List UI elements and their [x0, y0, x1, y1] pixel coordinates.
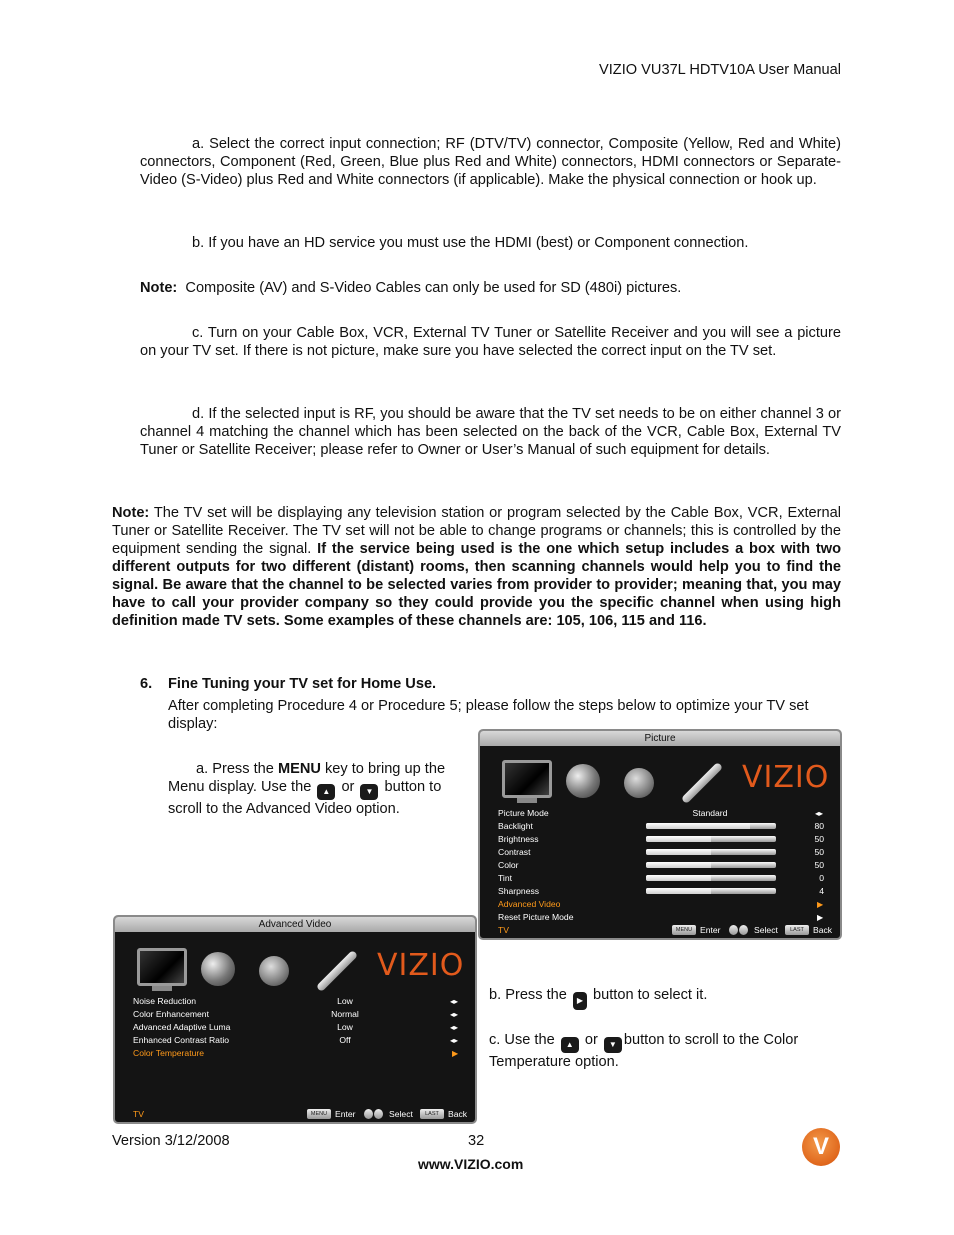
back-label: Back [448, 1109, 468, 1119]
osd-menu-item[interactable] [480, 807, 840, 820]
osd-menu-item[interactable] [115, 1047, 475, 1060]
down-arrow-button-icon: ▼ [360, 784, 378, 800]
vizio-logo: VIZIO [742, 760, 830, 795]
osd-item-number: 4 [819, 886, 824, 896]
osd-menu-item[interactable] [480, 820, 840, 833]
right-arrow-button-icon: ▶ [573, 992, 587, 1010]
osd-item-number: 80 [814, 821, 824, 831]
globe-icon [624, 768, 654, 798]
osd-item-value: Low [337, 1022, 353, 1032]
paragraph-c: c. Turn on your Cable Box, VCR, External TV Tuner or Satellite Receiver and you will see a picture on your TV set. If there is not picture, make sure you have selected the correct input on the TV set. [140, 325, 841, 359]
osd-item-value: Standard [692, 808, 728, 818]
advanced-video-menu-screen [113, 915, 477, 1124]
osd-level-bar[interactable] [646, 849, 776, 855]
vizio-logo: VIZIO [377, 948, 465, 983]
osd-level-bar[interactable] [646, 823, 776, 829]
tv-icon [502, 760, 552, 798]
osd-footer [115, 1106, 475, 1122]
osd-item-value: Low [337, 996, 353, 1006]
source-label: TV [133, 1109, 144, 1119]
osd-item-label: Contrast [498, 847, 531, 857]
picture-menu-screen [478, 729, 842, 940]
tv-stand-icon [517, 798, 537, 803]
tv-stand-icon [152, 986, 172, 991]
up-arrow-button-icon: ▲ [561, 1037, 579, 1053]
osd-menu-item[interactable] [115, 995, 475, 1008]
section-number: 6. [140, 676, 153, 692]
note-bold-text: If the service being used is the one which setup includes a box with two different outputs for two different (distant) rooms, then scanning channels would help you to find the signal. Be aware that the channel to be selected varies from provider to provider; meaning that, you may have to call your provider company so they could provide you the specific channel when using high definition made TV sets. Some examples of these channels are: 105, 106, 115 and 116. [112, 541, 841, 629]
osd-menu-item[interactable] [480, 846, 840, 859]
footer-url[interactable]: www.VIZIO.com [418, 1156, 524, 1172]
osd-menu-item[interactable] [480, 859, 840, 872]
step-a-text: button to scroll to the Advanced Video option. [168, 779, 442, 817]
osd-item-number: 0 [819, 873, 824, 883]
step-c-or: or [584, 1032, 598, 1048]
menu-key-icon: MENU [307, 1109, 331, 1119]
paragraph-d: d. If the selected input is RF, you should be aware that the TV set needs to be on either channel 3 or channel 4 matching the channel which has been selected on the back of the VCR, Cable Box, External TV Tuner or Satellite Receiver; please refer to Owner or User’s Manual of such equipment for details. [140, 406, 841, 458]
left-right-key-icon [729, 925, 738, 935]
osd-item-number: 50 [814, 847, 824, 857]
osd-level-bar[interactable] [646, 888, 776, 894]
osd-item-number: 50 [814, 860, 824, 870]
last-key-icon: LAST [785, 925, 809, 935]
footer-page-number: 32 [468, 1133, 485, 1149]
source-label: TV [498, 925, 509, 935]
osd-item-label: Picture Mode [498, 808, 549, 818]
paragraph-a: a. Select the correct input connection; RF (DTV/TV) connector, Composite (Yellow, Red and White) connectors, Component (Red, Green, Blue plus Red and White) connectors, HDMI connectors or Separate-Video (S-Video) plus Red and White connectors (if applicable). Make the physical connection or hook up. [140, 136, 841, 188]
paragraph-b: b. If you have an HD service you must use the HDMI (best) or Component connection. [192, 235, 749, 251]
osd-item-label: Brightness [498, 834, 539, 844]
step-c-text: c. Use the [489, 1032, 555, 1048]
section-heading: Fine Tuning your TV set for Home Use. [168, 676, 437, 692]
left-right-arrow-icon: ◂▸ [450, 1036, 459, 1045]
note-text: The TV set will be displaying any television station or program selected by the Cable Box, VCR, External Tuner or Satellite Receiver. The TV set will not be able to change programs or channels; this is controlled by the equipment sending the signal. [112, 505, 841, 557]
osd-item-label: Color [498, 860, 519, 870]
osd-menu-item[interactable] [480, 872, 840, 885]
up-arrow-button-icon: ▲ [317, 784, 335, 800]
note-text: Composite (AV) and S-Video Cables can only be used for SD (480i) pictures. [185, 280, 682, 296]
step-c [489, 1031, 839, 1071]
step-a-or: or [341, 779, 355, 795]
osd-item-label: Backlight [498, 821, 533, 831]
osd-item-value: Off [339, 1035, 351, 1045]
menu-key-icon: MENU [672, 925, 696, 935]
osd-item-label: Sharpness [498, 886, 540, 896]
osd-menu-item[interactable] [115, 1021, 475, 1034]
osd-title: Advanced Video [115, 917, 475, 932]
step-a [168, 760, 448, 818]
osd-item-value: Normal [331, 1009, 359, 1019]
osd-menu-item[interactable] [480, 898, 840, 911]
osd-level-fill [646, 836, 711, 842]
osd-item-label: Color Enhancement [133, 1009, 209, 1019]
osd-level-bar[interactable] [646, 836, 776, 842]
up-down-key-icon [374, 1109, 383, 1119]
right-arrow-icon: ▶ [817, 900, 824, 909]
enter-label: Enter [335, 1109, 356, 1119]
step-b [489, 986, 839, 1010]
osd-level-fill [646, 888, 711, 894]
osd-item-label: Enhanced Contrast Ratio [133, 1035, 230, 1045]
note-label: Note: [112, 505, 150, 521]
globe-icon [259, 956, 289, 986]
osd-item-number: 50 [814, 834, 824, 844]
osd-icon-bar [480, 746, 840, 806]
header-title: VIZIO VU37L HDTV10A User Manual [599, 62, 841, 78]
osd-item-label: Advanced Adaptive Luma [133, 1022, 231, 1032]
back-label: Back [813, 925, 833, 935]
vizio-v-logo: V [802, 1128, 840, 1166]
osd-item-label: Noise Reduction [133, 996, 197, 1006]
step-b-text: b. Press the [489, 987, 567, 1003]
left-right-key-icon [364, 1109, 373, 1119]
osd-level-fill [646, 849, 711, 855]
osd-footer [480, 922, 840, 938]
step-a-text: key to bring up the Menu display. Use the [168, 761, 446, 795]
left-right-arrow-icon: ◂▸ [450, 1010, 459, 1019]
audio-icon [201, 952, 235, 986]
wrench-icon [316, 950, 358, 992]
left-right-arrow-icon: ◂▸ [450, 997, 459, 1006]
select-label: Select [754, 925, 778, 935]
osd-menu-item[interactable] [115, 1034, 475, 1047]
osd-item-label: Reset Picture Mode [498, 912, 574, 922]
audio-icon [566, 764, 600, 798]
note-service [112, 504, 841, 630]
osd-icon-bar [115, 932, 475, 992]
osd-level-fill [646, 862, 711, 868]
osd-item-label: Advanced Video [498, 899, 561, 909]
footer-version: Version 3/12/2008 [112, 1133, 230, 1149]
left-right-arrow-icon: ◂▸ [450, 1023, 459, 1032]
left-right-arrow-icon: ◂▸ [815, 809, 824, 818]
osd-title: Picture [480, 731, 840, 746]
step-b-text: button to select it. [593, 987, 708, 1003]
up-down-key-icon [739, 925, 748, 935]
osd-level-fill [646, 823, 750, 829]
osd-menu-item[interactable] [480, 833, 840, 846]
step-c-text: button to scroll to the Color Temperature option. [489, 1032, 799, 1070]
tv-icon [137, 948, 187, 986]
osd-item-label: Color Temperature [133, 1048, 205, 1058]
step-a-text: a. Press the [196, 761, 274, 777]
select-label: Select [389, 1109, 413, 1119]
osd-menu-item[interactable] [115, 1008, 475, 1021]
osd-level-bar[interactable] [646, 875, 776, 881]
right-arrow-icon: ▶ [452, 1049, 459, 1058]
section-intro: After completing Procedure 4 or Procedure 5; please follow the steps below to optimize your TV set display: [168, 698, 809, 732]
osd-item-label: Tint [498, 873, 513, 883]
down-arrow-button-icon: ▼ [604, 1037, 622, 1053]
note-composite [140, 279, 841, 297]
menu-key-label: MENU [277, 761, 321, 777]
wrench-icon [681, 762, 723, 804]
osd-level-bar[interactable] [646, 862, 776, 868]
last-key-icon: LAST [420, 1109, 444, 1119]
osd-menu-item[interactable] [480, 885, 840, 898]
note-label: Note: [140, 280, 178, 296]
osd-level-fill [646, 875, 711, 881]
enter-label: Enter [700, 925, 721, 935]
right-arrow-icon: ▶ [817, 913, 824, 922]
